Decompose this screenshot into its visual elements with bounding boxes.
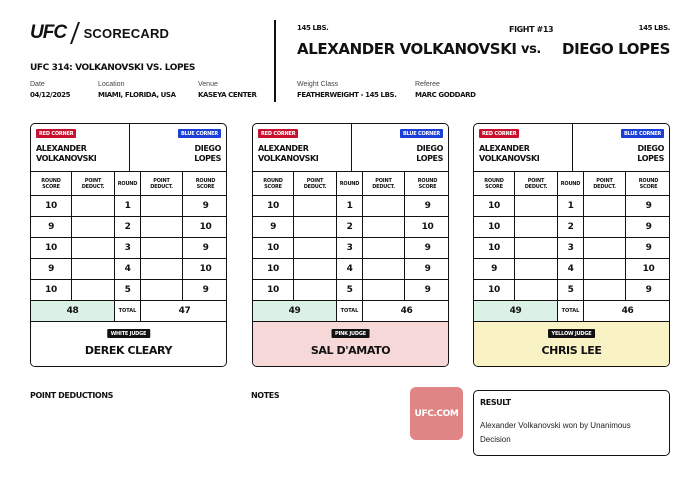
- blue-round-score: 9: [182, 280, 227, 300]
- red-corner-badge: RED CORNER: [36, 129, 76, 138]
- blue-point-deduct: [583, 217, 625, 237]
- red-point-deduct: [293, 217, 336, 237]
- red-round-score: 10: [488, 222, 500, 232]
- red-round-score: 10: [267, 285, 279, 295]
- blue-total: 46: [583, 301, 670, 321]
- blue-point-deduct: [583, 196, 625, 216]
- total-label: TOTAL: [336, 301, 362, 321]
- round-row: [253, 238, 448, 259]
- blue-round-score: 10: [182, 259, 227, 279]
- logo-label: SCORECARD: [83, 25, 170, 41]
- blue-corner-badge: BLUE CORNER: [621, 129, 664, 138]
- blue-round-score: 9: [625, 196, 670, 216]
- red-point-deduct: [71, 217, 114, 237]
- judge-footer: [31, 322, 226, 367]
- round-number: 3: [336, 238, 362, 258]
- referee-label: Referee: [415, 81, 440, 88]
- event-title: UFC 314: VOLKANOVSKI VS. LOPES: [30, 63, 195, 73]
- judge-name: CHRIS LEE: [541, 344, 602, 357]
- corner-divider: [572, 124, 573, 172]
- column-headers: [31, 172, 226, 196]
- red-round-score-header: ROUND SCORE: [41, 177, 61, 190]
- blue-round-score: 9: [625, 217, 670, 237]
- red-total: 49: [253, 301, 336, 321]
- total-row: [253, 301, 448, 322]
- blue-first-name: DIEGO: [637, 144, 664, 153]
- header-divider: [274, 20, 276, 102]
- blue-last-name: LOPES: [637, 154, 664, 163]
- round-row: [474, 280, 669, 301]
- blue-round-score-header: ROUND SCORE: [625, 172, 670, 195]
- red-point-deduct: [293, 196, 336, 216]
- column-headers: [474, 172, 669, 196]
- judge-scorecard-1: [30, 123, 227, 367]
- blue-round-score: 10: [182, 217, 227, 237]
- round-row: [253, 280, 448, 301]
- red-round-score: 9: [491, 264, 497, 274]
- red-round-score-header: ROUND SCORE: [263, 177, 283, 190]
- blue-point-deduct: [583, 259, 625, 279]
- red-round-score: 10: [45, 243, 57, 253]
- ufc-logo-text: UFC: [30, 22, 67, 43]
- round-number: 5: [557, 280, 583, 300]
- weight-class-value: FEATHERWEIGHT - 145 LBS.: [297, 91, 397, 99]
- red-point-deduct: [514, 196, 557, 216]
- total-row: [31, 301, 226, 322]
- red-round-score: 10: [267, 243, 279, 253]
- red-first-name: ALEXANDER: [258, 144, 309, 153]
- result-text: Alexander Volkanovski won by Unanimous Decision: [480, 421, 631, 444]
- blue-point-deduct: [362, 259, 404, 279]
- judge-color-badge: WHITE JUDGE: [107, 329, 151, 338]
- round-number: 4: [114, 259, 140, 279]
- round-row: [31, 259, 226, 280]
- red-total: 48: [31, 301, 114, 321]
- date-block: [30, 81, 70, 99]
- judge-footer: [253, 322, 448, 367]
- red-last-name: VOLKANOVSKI: [36, 154, 97, 163]
- blue-fighter-weight: 145 LBS.: [638, 24, 670, 32]
- ufc-scorecard-logo: [30, 22, 169, 44]
- blue-point-deduct: [140, 196, 182, 216]
- round-number: 3: [114, 238, 140, 258]
- red-round-score: 9: [270, 222, 276, 232]
- location-label: Location: [98, 81, 125, 88]
- judge-scorecard-2: [252, 123, 449, 367]
- corner-divider: [351, 124, 352, 172]
- venue-label: Venue: [198, 81, 218, 88]
- red-point-deduct: [71, 280, 114, 300]
- blue-point-deduct: [140, 217, 182, 237]
- blue-point-deduct: [362, 217, 404, 237]
- blue-round-score: 10: [404, 217, 449, 237]
- blue-corner-fighter: [416, 144, 443, 164]
- red-point-deduct: [514, 280, 557, 300]
- judge-name: DEREK CLEARY: [84, 344, 173, 357]
- venue-value: KASEYA CENTER: [198, 91, 257, 99]
- weight-class-block: [297, 81, 396, 99]
- blue-last-name: LOPES: [194, 154, 221, 163]
- corner-header: [474, 124, 669, 172]
- blue-point-deduct: [140, 280, 182, 300]
- round-number: 1: [336, 196, 362, 216]
- round-number: 2: [336, 217, 362, 237]
- corner-divider: [129, 124, 130, 172]
- blue-point-deduct-header: POINT DEDUCT.: [583, 172, 625, 195]
- red-point-deduct-header: POINT DEDUCT.: [514, 172, 557, 195]
- red-first-name: ALEXANDER: [479, 144, 530, 153]
- round-number: 5: [114, 280, 140, 300]
- round-row: [31, 238, 226, 259]
- red-point-deduct: [71, 238, 114, 258]
- blue-round-score-header: ROUND SCORE: [404, 172, 449, 195]
- blue-corner-fighter: [194, 144, 221, 164]
- blue-fighter-name: DIEGO LOPES: [562, 40, 670, 58]
- point-deductions-title: POINT DEDUCTIONS: [30, 391, 113, 400]
- blue-point-deduct-header: POINT DEDUCT.: [140, 172, 182, 195]
- red-fighter-weight: 145 LBS.: [297, 24, 329, 32]
- round-row: [474, 259, 669, 280]
- round-number: 1: [114, 196, 140, 216]
- column-headers: [253, 172, 448, 196]
- red-last-name: VOLKANOVSKI: [258, 154, 319, 163]
- judge-color-badge: YELLOW JUDGE: [548, 329, 596, 338]
- total-label: TOTAL: [557, 301, 583, 321]
- total-row: [474, 301, 669, 322]
- blue-total: 47: [140, 301, 227, 321]
- red-last-name: VOLKANOVSKI: [479, 154, 540, 163]
- red-round-score: 9: [48, 222, 54, 232]
- red-round-score: 10: [267, 264, 279, 274]
- blue-corner-fighter: [637, 144, 664, 164]
- red-point-deduct: [71, 196, 114, 216]
- red-round-score: 10: [488, 201, 500, 211]
- date-label: Date: [30, 81, 45, 88]
- blue-round-score: 9: [182, 238, 227, 258]
- round-row: [31, 217, 226, 238]
- result-title: RESULT: [480, 398, 511, 407]
- round-number: 3: [557, 238, 583, 258]
- blue-round-score: 9: [404, 196, 449, 216]
- judge-scorecard-3: [473, 123, 670, 367]
- blue-point-deduct: [362, 280, 404, 300]
- red-point-deduct: [71, 259, 114, 279]
- blue-corner-badge: BLUE CORNER: [400, 129, 443, 138]
- blue-point-deduct: [583, 280, 625, 300]
- round-number: 2: [557, 217, 583, 237]
- round-number: 1: [557, 196, 583, 216]
- corner-header: [31, 124, 226, 172]
- red-first-name: ALEXANDER: [36, 144, 87, 153]
- red-round-score-header: ROUND SCORE: [484, 177, 504, 190]
- blue-round-score: 9: [404, 238, 449, 258]
- round-number: 4: [557, 259, 583, 279]
- round-number: 4: [336, 259, 362, 279]
- red-point-deduct: [514, 259, 557, 279]
- vs-label: vs.: [521, 42, 541, 57]
- round-number: 5: [336, 280, 362, 300]
- red-corner-fighter: [258, 144, 318, 164]
- logo-divider: [70, 22, 80, 44]
- red-corner-fighter: [479, 144, 539, 164]
- blue-round-score: 10: [625, 259, 670, 279]
- round-row: [474, 238, 669, 259]
- red-fighter-name: ALEXANDER VOLKANOVSKI: [297, 40, 517, 58]
- location-block: [98, 81, 176, 99]
- judge-footer: [474, 322, 669, 367]
- blue-round-score: 9: [625, 238, 670, 258]
- red-point-deduct: [293, 259, 336, 279]
- blue-round-score: 9: [625, 280, 670, 300]
- blue-point-deduct: [362, 238, 404, 258]
- blue-last-name: LOPES: [416, 154, 443, 163]
- round-row: [474, 217, 669, 238]
- blue-point-deduct: [140, 238, 182, 258]
- blue-first-name: DIEGO: [194, 144, 221, 153]
- notes-title: NOTES: [251, 391, 280, 400]
- red-round-score: 10: [45, 285, 57, 295]
- round-header: ROUND: [336, 172, 362, 195]
- red-corner-badge: RED CORNER: [479, 129, 519, 138]
- red-point-deduct-header: POINT DEDUCT.: [293, 172, 336, 195]
- red-round-score: 10: [488, 243, 500, 253]
- judge-color-badge: PINK JUDGE: [331, 329, 370, 338]
- referee-value: MARC GODDARD: [415, 91, 476, 99]
- red-point-deduct-header: POINT DEDUCT.: [71, 172, 114, 195]
- location-value: MIAMI, FLORIDA, USA: [98, 91, 176, 99]
- result-box: [473, 390, 670, 456]
- round-row: [31, 196, 226, 217]
- round-row: [253, 259, 448, 280]
- red-point-deduct: [293, 238, 336, 258]
- red-corner-fighter: [36, 144, 96, 164]
- blue-corner-badge: BLUE CORNER: [178, 129, 221, 138]
- date-value: 04/12/2025: [30, 91, 71, 99]
- blue-total: 46: [362, 301, 449, 321]
- round-header: ROUND: [557, 172, 583, 195]
- blue-point-deduct: [583, 238, 625, 258]
- round-row: [253, 217, 448, 238]
- judge-name: SAL D'AMATO: [310, 344, 391, 357]
- round-number: 2: [114, 217, 140, 237]
- red-total: 49: [474, 301, 557, 321]
- round-header: ROUND: [114, 172, 140, 195]
- corner-header: [253, 124, 448, 172]
- blue-round-score-header: ROUND SCORE: [182, 172, 227, 195]
- weight-class-label: Weight Class: [297, 81, 339, 88]
- venue-block: [198, 81, 256, 99]
- blue-first-name: DIEGO: [416, 144, 443, 153]
- blue-round-score: 9: [404, 280, 449, 300]
- red-point-deduct: [514, 217, 557, 237]
- red-point-deduct: [514, 238, 557, 258]
- red-round-score: 10: [267, 201, 279, 211]
- total-label: TOTAL: [114, 301, 140, 321]
- round-row: [253, 196, 448, 217]
- fight-number: FIGHT #13: [509, 25, 554, 34]
- round-row: [31, 280, 226, 301]
- red-corner-badge: RED CORNER: [258, 129, 298, 138]
- blue-round-score: 9: [182, 196, 227, 216]
- blue-point-deduct: [140, 259, 182, 279]
- red-round-score: 10: [488, 285, 500, 295]
- red-round-score: 10: [45, 201, 57, 211]
- ufc-com-badge: UFC.COM: [410, 387, 463, 440]
- blue-point-deduct: [362, 196, 404, 216]
- red-point-deduct: [293, 280, 336, 300]
- referee-block: [415, 81, 475, 99]
- blue-round-score: 9: [404, 259, 449, 279]
- round-row: [474, 196, 669, 217]
- blue-point-deduct-header: POINT DEDUCT.: [362, 172, 404, 195]
- red-round-score: 9: [48, 264, 54, 274]
